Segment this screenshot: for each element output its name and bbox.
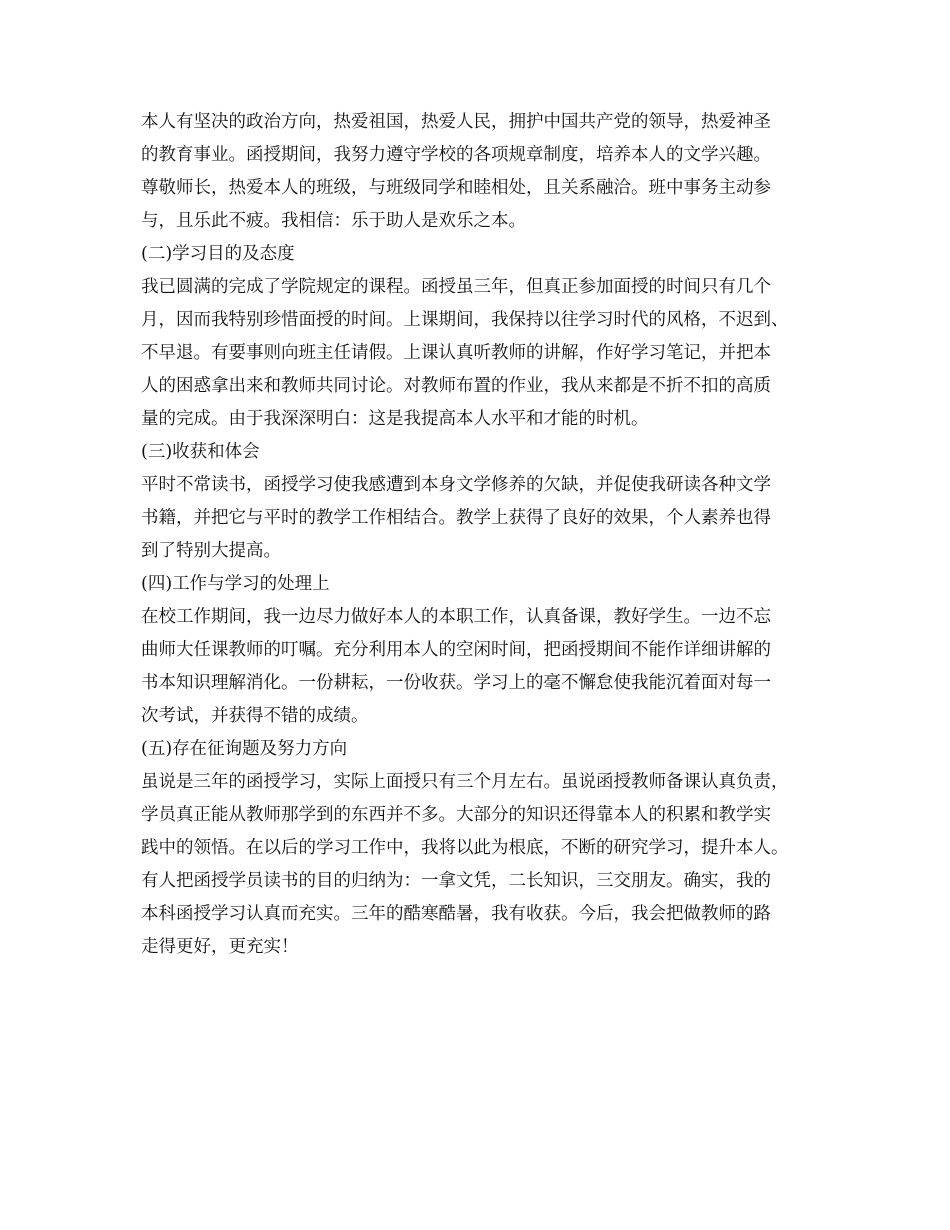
text-line: 曲师大任课教师的叮嘱。充分利用本人的空闲时间，把函授期间不能作详细讲解的 — [141, 640, 771, 660]
section-heading-4: (四)工作与学习的处理上 — [141, 574, 330, 594]
document-body — [141, 106, 821, 964]
text-line: 有人把函授学员读书的目的归纳为：一拿文凭，二长知识，三交朋友。确实，我的 — [141, 871, 771, 891]
text-line: 不早退。有要事则向班主任请假。上课认真听教师的讲解，作好学习笔记，并把本 — [141, 343, 771, 363]
text-line: 平时不常读书，函授学习使我感遭到本身文学修养的欠缺，并促使我研读各种文学 — [141, 475, 771, 495]
text-line: 书籍，并把它与平时的教学工作相结合。教学上获得了良好的效果，个人素养也得 — [141, 508, 771, 528]
text-line: 到了特别大提高。 — [141, 541, 281, 561]
text-line: 的教育事业。函授期间，我努力遵守学校的各项规章制度，培养本人的文学兴趣。 — [141, 145, 771, 165]
text-line: 我已圆满的完成了学院规定的课程。函授虽三年，但真正参加面授的时间只有几个 — [141, 277, 771, 297]
text-line: 人的困惑拿出来和教师共同讨论。对教师布置的作业，我从来都是不折不扣的高质 — [141, 376, 771, 396]
text-line: 本人有坚决的政治方向，热爱祖国，热爱人民，拥护中国共产党的领导，热爱神圣 — [141, 112, 771, 132]
text-line: 书本知识理解消化。一份耕耘，一份收获。学习上的毫不懈怠使我能沉着面对每一 — [141, 673, 771, 693]
text-line: 次考试，并获得不错的成绩。 — [141, 706, 369, 726]
text-line: 学员真正能从教师那学到的东西并不多。大部分的知识还得靠本人的积累和教学实 — [141, 805, 771, 825]
text-line: 月，因而我特别珍惜面授的时间。上课期间，我保持以往学习时代的风格，不迟到、 — [141, 310, 789, 330]
text-line: 本科函授学习认真而充实。三年的酷寒酷暑，我有收获。今后，我会把做教师的路 — [141, 904, 771, 924]
section-heading-5: (五)存在征询题及努力方向 — [141, 739, 348, 759]
text-line: 与，且乐此不疲。我相信：乐于助人是欢乐之本。 — [141, 211, 526, 231]
text-line: 在校工作期间，我一边尽力做好本人的本职工作，认真备课，教好学生。一边不忘 — [141, 607, 771, 627]
text-line: 量的完成。由于我深深明白：这是我提高本人水平和才能的时机。 — [141, 409, 649, 429]
text-line: 践中的领悟。在以后的学习工作中，我将以此为根底，不断的研究学习，提升本人。 — [141, 838, 789, 858]
section-heading-2: (二)学习目的及态度 — [141, 244, 295, 264]
text-line: 走得更好，更充实！ — [141, 937, 299, 957]
text-line: 尊敬师长，热爱本人的班级，与班级同学和睦相处，且关系融洽。班中事务主动参 — [141, 178, 771, 198]
text-line: 虽说是三年的函授学习，实际上面授只有三个月左右。虽说函授教师备课认真负责， — [141, 772, 789, 792]
section-heading-3: (三)收获和体会 — [141, 442, 260, 462]
